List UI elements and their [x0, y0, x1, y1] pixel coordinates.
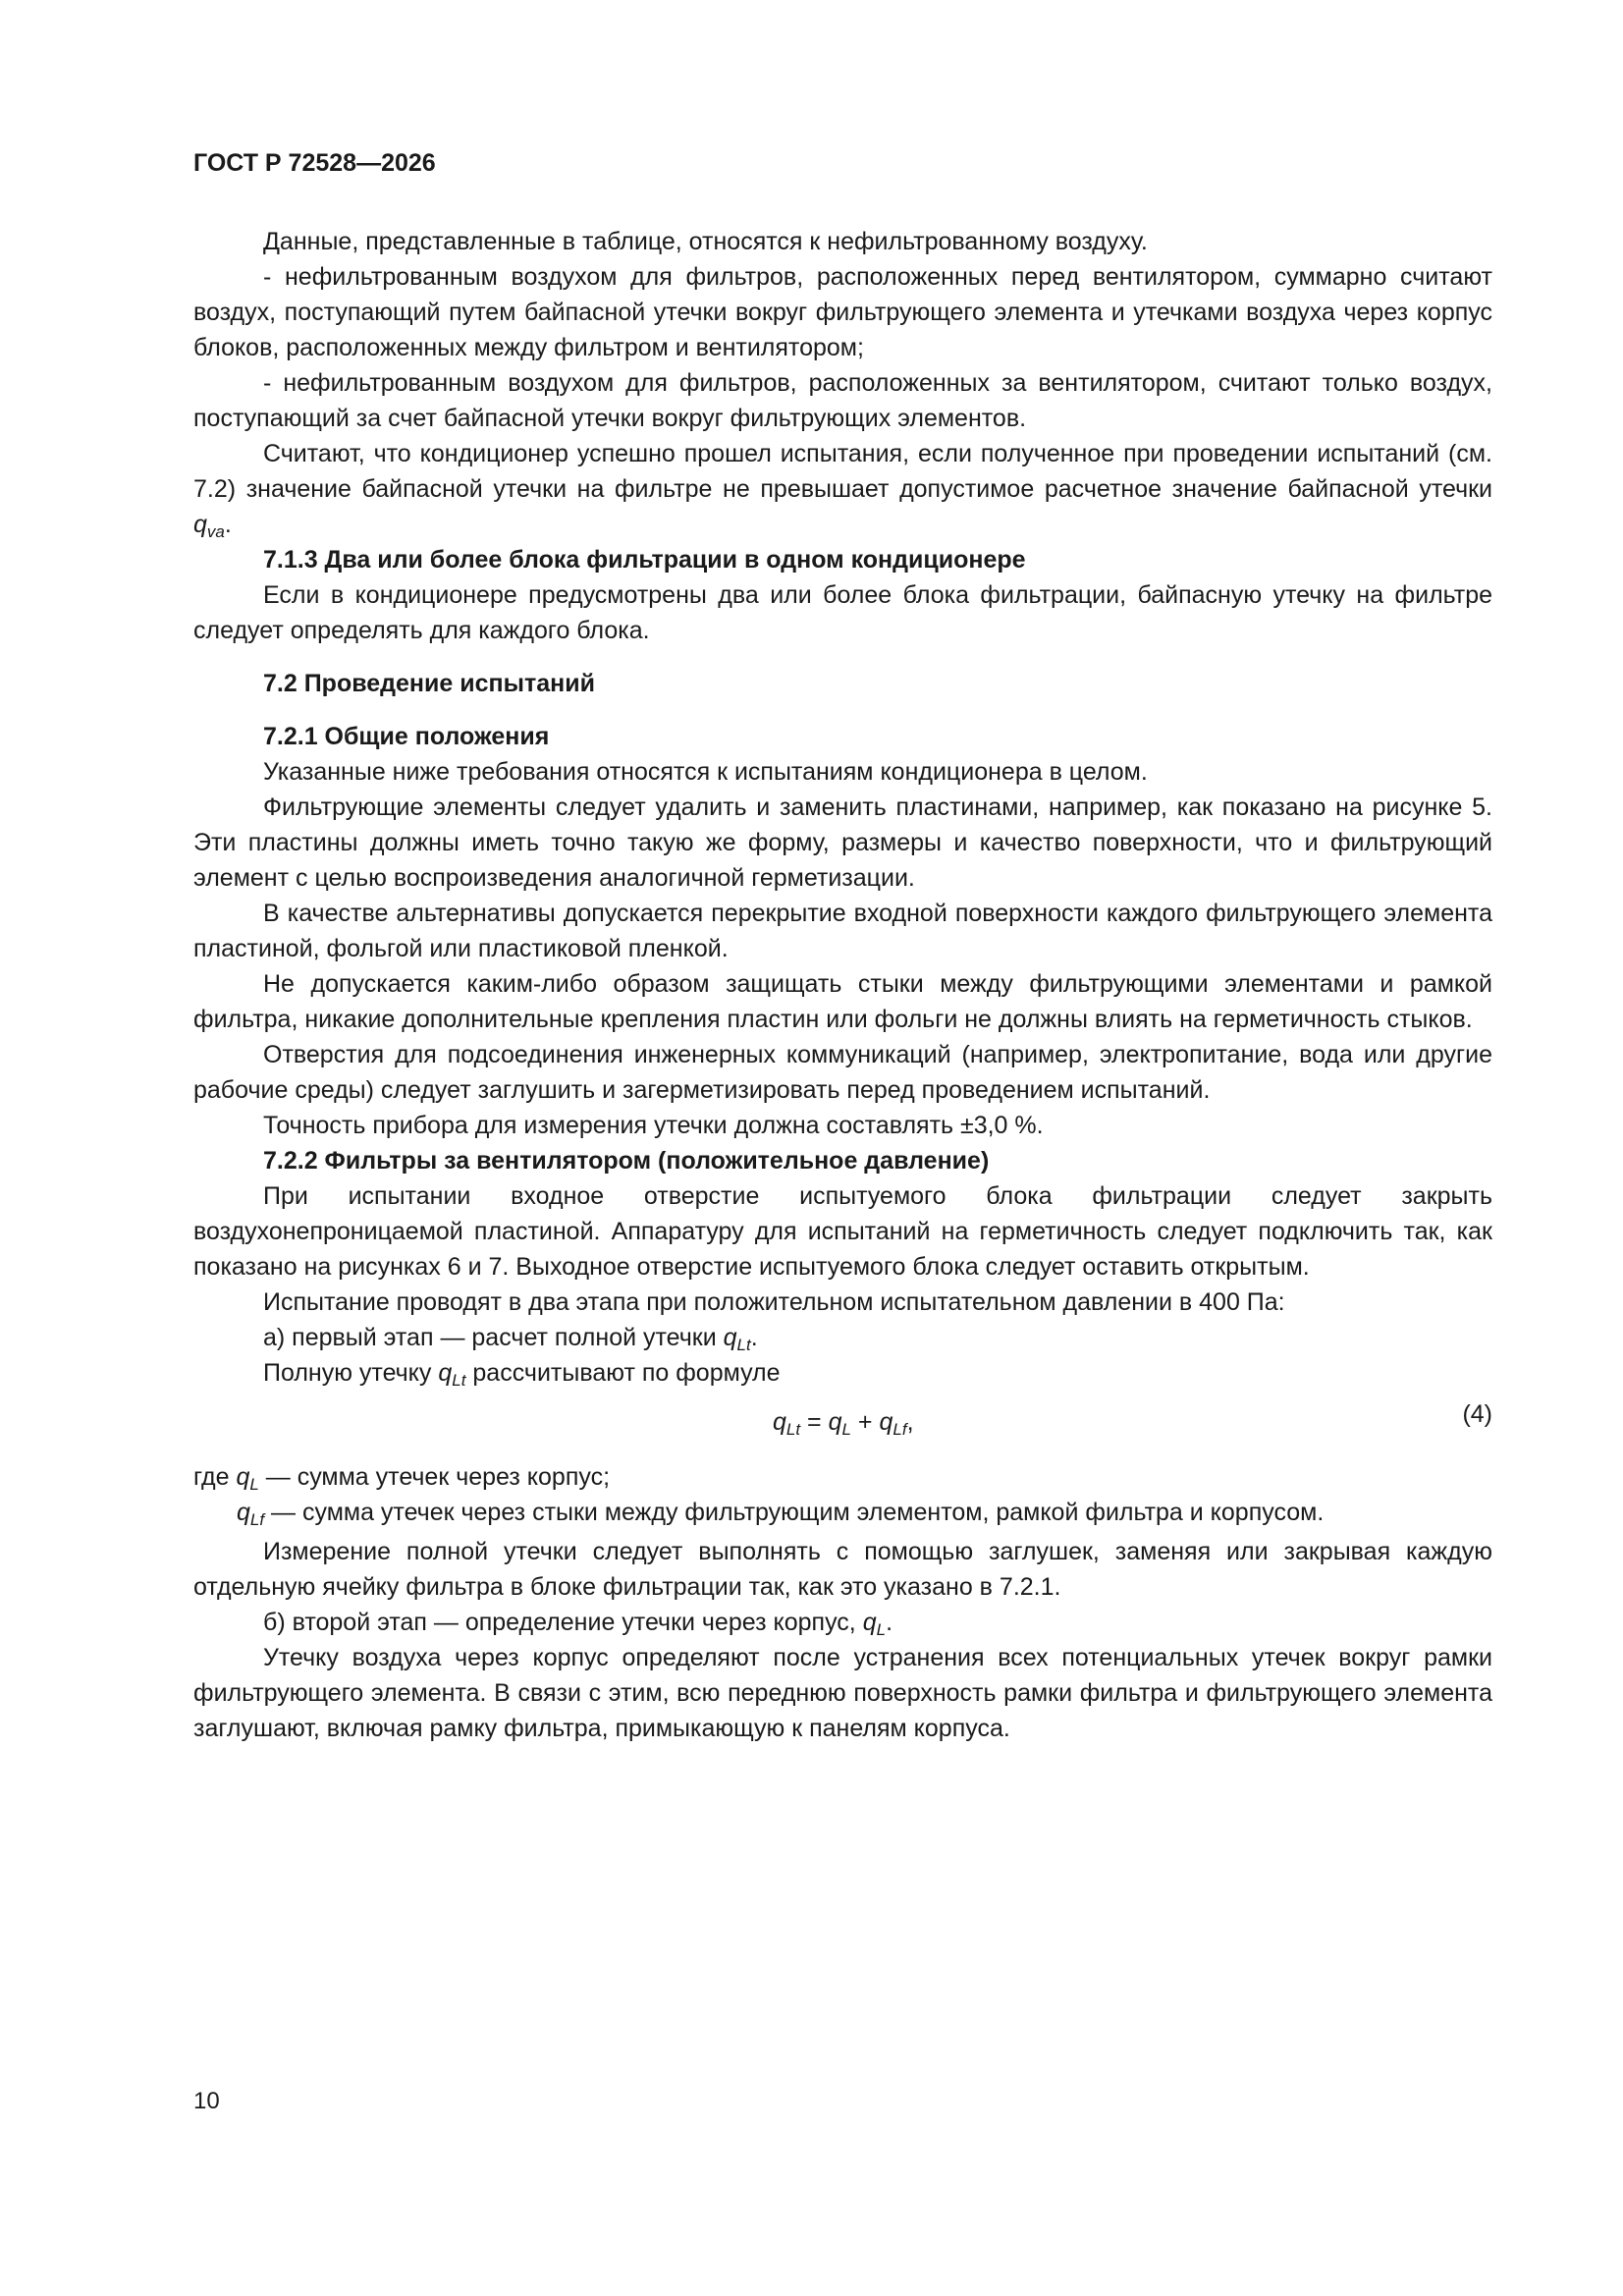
paragraph: Утечку воздуха через корпус определяют после устранения всех потенциальных утечек вокруг рамки фильтрующего элемента. В связи с этим, всю переднюю поверхность рамки фильтра и фильтрующего элемента заглушают, включая рамку фильтра, примыкающую к панелям корпуса.	[193, 1644, 1492, 1742]
paragraph: Измерение полной утечки следует выполнять с помощью заглушек, заменяя или закрывая каждую отдельную ячейку фильтра в блоке фильтрации так, как это указано в 7.2.1.	[193, 1538, 1492, 1601]
where-label: где	[193, 1463, 237, 1491]
document-body	[193, 224, 1492, 1746]
formula-expression	[773, 1404, 914, 1440]
variable: q	[237, 1499, 250, 1526]
paragraph: Точность прибора для измерения утечки должна составлять ±3,0 %.	[263, 1112, 1044, 1139]
punctuation: ,	[906, 1408, 914, 1436]
paragraph: Данные, представленные в таблице, относятся к нефильтрованному воздуху.	[263, 228, 1148, 255]
paragraph	[193, 1355, 1492, 1391]
list-item: - нефильтрованным воздухом для фильтров, расположенных перед вентилятором, суммарно считают воздух, поступающий путем байпасной утечки вокруг фильтрующего элемента и утечками воздуха через корпус блоков, расположенных между фильтром и вентилятором;	[193, 263, 1492, 361]
variable-subscript: Lt	[736, 1336, 751, 1354]
where-clause	[193, 1459, 1492, 1495]
operator: =	[800, 1408, 829, 1436]
section-heading: 7.1.3 Два или более блока фильтрации в одном кондиционере	[263, 546, 1026, 574]
paragraph-text: рассчитывают по формуле	[465, 1359, 781, 1387]
variable-subscript: L	[841, 1420, 851, 1439]
section-heading: 7.2 Проведение испытаний	[263, 670, 595, 697]
punctuation: .	[224, 511, 232, 538]
definition-text: — сумма утечек через стыки между фильтрующим элементом, рамкой фильтра и корпусом.	[264, 1499, 1325, 1526]
punctuation: .	[886, 1609, 893, 1636]
variable-subscript: L	[249, 1475, 259, 1494]
variable-subscript: Lf	[893, 1420, 907, 1439]
paragraph-text: Считают, что кондиционер успешно прошел испытания, если полученное при проведении испытаний (см. 7.2) значение байпасной утечки на фильтре не превышает допустимое расчетное значение байпасной утечки	[193, 440, 1492, 503]
variable: q	[723, 1324, 737, 1351]
variable: q	[236, 1463, 250, 1491]
section-heading: 7.2.2 Фильтры за вентилятором (положительное давление)	[263, 1147, 990, 1175]
where-clause	[237, 1495, 1492, 1530]
paragraph	[193, 436, 1492, 542]
paragraph: Фильтрующие элементы следует удалить и заменить пластинами, например, как показано на рисунке 5. Эти пластины должны иметь точно такую же форму, размеры и качество поверхности, что и фильтрующий элемент с целью воспроизведения аналогичной герметизации.	[193, 793, 1492, 892]
section-heading: 7.2.1 Общие положения	[263, 723, 550, 750]
page-number: 10	[193, 2088, 220, 2114]
variable-subscript: Lf	[249, 1510, 265, 1529]
variable: q	[879, 1408, 893, 1436]
definition-text: — сумма утечек через корпус;	[258, 1463, 611, 1491]
paragraph: Если в кондиционере предусмотрены два или более блока фильтрации, байпасную утечку на фильтре следует определять для каждого блока.	[193, 581, 1492, 644]
paragraph: Не допускается каким-либо образом защищать стыки между фильтрующими элементами и рамкой фильтра, никакие дополнительные крепления пластин или фольги не должны влиять на герметичность стыков.	[193, 970, 1492, 1033]
variable: q	[828, 1408, 842, 1436]
variable-subscript: va	[206, 522, 225, 541]
paragraph-text: а) первый этап — расчет полной утечки	[263, 1324, 724, 1351]
variable-subscript: Lt	[785, 1420, 801, 1439]
formula	[193, 1396, 1492, 1453]
paragraph-text: Полную утечку	[263, 1359, 439, 1387]
paragraph: Испытание проводят в два этапа при положительном испытательном давлении в 400 Па:	[263, 1288, 1285, 1316]
variable-subscript: Lt	[452, 1371, 466, 1390]
variable-subscript: L	[876, 1620, 887, 1639]
list-item: - нефильтрованным воздухом для фильтров, расположенных за вентилятором, считают только воздух, поступающий за счет байпасной утечки вокруг фильтрующих элементов.	[193, 369, 1492, 432]
list-item	[193, 1605, 1492, 1640]
formula-number: (4)	[1462, 1400, 1492, 1428]
paragraph-text: б) второй этап — определение утечки через корпус,	[263, 1609, 863, 1636]
paragraph: При испытании входное отверстие испытуемого блока фильтрации следует закрыть воздухонепроницаемой пластиной. Аппаратуру для испытаний на герметичность следует подключить так, как показано на рисунках 6 и 7. Выходное отверстие испытуемого блока следует оставить открытым.	[193, 1182, 1492, 1281]
paragraph: Указанные ниже требования относятся к испытаниям кондиционера в целом.	[263, 758, 1148, 786]
paragraph: В качестве альтернативы допускается перекрытие входной поверхности каждого фильтрующего элемента пластиной, фольгой или пластиковой пленкой.	[193, 900, 1492, 962]
variable: q	[438, 1359, 453, 1387]
list-item	[193, 1320, 1492, 1355]
variable: q	[193, 511, 207, 538]
variable: q	[862, 1609, 877, 1636]
standard-header: ГОСТ Р 72528—2026	[193, 149, 436, 177]
operator: +	[850, 1408, 880, 1436]
variable: q	[773, 1408, 786, 1436]
paragraph: Отверстия для подсоединения инженерных коммуникаций (например, электропитание, вода или другие рабочие среды) следует заглушить и загерметизировать перед проведением испытаний.	[193, 1041, 1492, 1104]
punctuation: .	[750, 1324, 758, 1351]
